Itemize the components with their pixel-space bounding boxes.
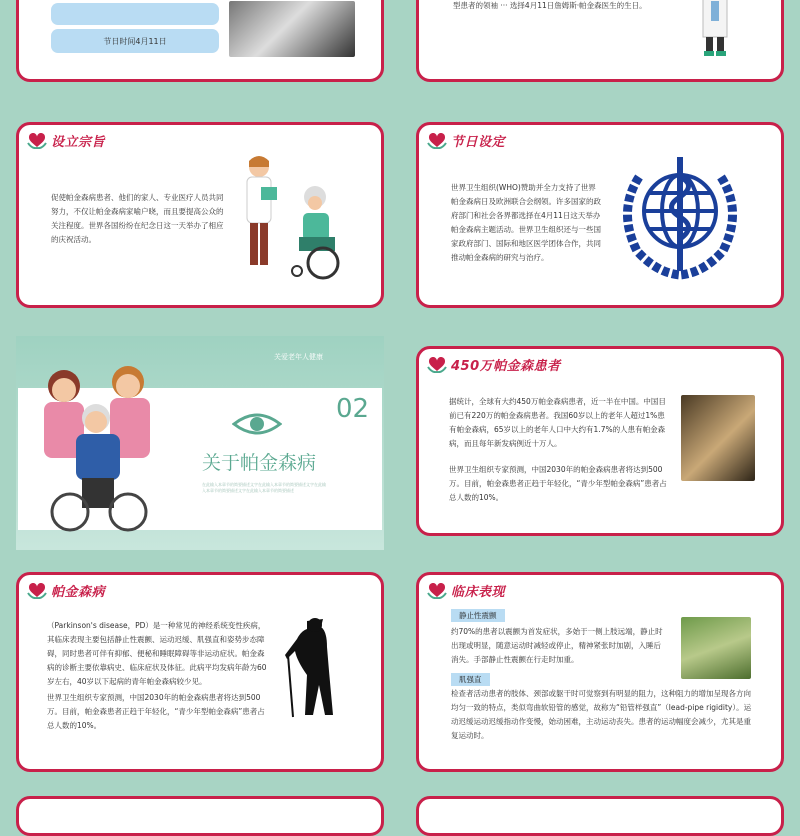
slide7-para1: （Parkinson's disease，PD）是一种常见的神经系统变性疾病，其临床表现主要包括静止性震颤、运动迟缓、肌强直和姿势步态障碍，同时患者可伴有抑郁、便秘和睡眠障碍等非运动症状。帕金森病的诊断主要依靠病史、临床症状及体征。此病平均发病年龄为60岁左右，40岁以下起病的青年帕金森病较少见。 (47, 621, 267, 686)
slide8-title: 临床表现 (451, 585, 506, 600)
slide-9-partial (16, 796, 384, 836)
heart-hands-icon (427, 133, 447, 149)
doctor-illustration (695, 0, 735, 57)
slide-1 (16, 0, 384, 82)
slide7-para2: 世界卫生组织专家预测，中国2030年的帕金森病患者将达到500万。目前，帕金森患者正趋于年轻化，“青少年型帕金森病”患者占总人数的10%。 (47, 693, 265, 730)
slide8-title-bar (427, 581, 505, 600)
slide2-text: 型患者的领袖 ··· 选择4月11日詹姆斯·帕金森医生的生日。 (453, 1, 647, 10)
heart-hands-icon (427, 583, 447, 599)
heart-hands-icon (427, 357, 447, 373)
slide-3 (16, 122, 384, 308)
slide-8 (416, 572, 784, 772)
slide5-top-label: 关爱老年人健康 (274, 353, 323, 361)
who-emblem-icon (613, 153, 747, 281)
slide6-para1: 据统计，全球有大约450万帕金森病患者，近一半在中国。中国目前已有220万的帕金森病患者。我国60岁以上的老年人超过1%患有帕金森病，65岁以上的老年人口中大约有1.7%的人患有帕金森病，而且每年新发病例近十万人。 (449, 397, 666, 448)
slide3-title-bar (27, 131, 105, 150)
elderly-cane-silhouette (283, 611, 343, 723)
slide7-title: 帕金森病 (51, 585, 106, 600)
symptom-tag-tremor: 静止性震颤 (451, 609, 505, 622)
date-pill: 节日时间4月11日 (51, 29, 219, 53)
slide4-title-bar (427, 131, 505, 150)
nurse-wheelchair-illustration (237, 151, 357, 281)
slide6-title-bar (427, 355, 561, 374)
symptom-tag-rigidity: 肌强直 (451, 673, 490, 686)
slide-5 (16, 336, 384, 550)
slide8-text2: 检查者活动患者的肢体、颈部或躯干时可觉察到有明显的阻力，这种阻力的增加呈现各方向均匀一致的特点，类似弯曲软铅管的感觉，故称为“铅管样强直”（lead-pipe rigidity）。运动迟缓运动迟缓指动作变慢，始动困难，主动运动丧失。患者的运动幅度会减少，尤其是重复运动时。 (451, 689, 752, 740)
slide6-title: 450万帕金森患者 (451, 359, 561, 374)
family-illustration (36, 360, 176, 536)
slide-10-partial (416, 796, 784, 836)
slide-6 (416, 346, 784, 536)
walking-elderly-photo (681, 617, 751, 679)
section-small-text: 在此输入本章节的简要描述文字在此输入本章节的简要描述文字在此输入本章节的简要描述文字在此输入本章节的简要描述 (202, 482, 326, 493)
eye-icon (232, 410, 282, 438)
slide-4 (416, 122, 784, 308)
section-heading: 关于帕金森病 (202, 452, 317, 474)
slide-7 (16, 572, 384, 772)
heart-hands-icon (27, 583, 47, 599)
slide-2 (416, 0, 784, 82)
slide3-text: 促使帕金森病患者、他们的家人、专业医疗人员共同努力，不仅让帕金森病家喻户晓，而且要提高公众的关注程度。世界各国纷纷在纪念日这一天举办了相应的庆祝活动。 (51, 193, 224, 244)
slide7-title-bar (27, 581, 105, 600)
elderly-man-photo (681, 395, 755, 481)
elderly-photo (229, 1, 355, 57)
section-number: 02 (336, 394, 370, 424)
slide4-title: 节日设定 (451, 135, 506, 150)
slide4-text: 世界卫生组织(WHO)赞助并全力支持了世界帕金森病日及欧洲联合会纲领。许多国家的政府部门和社会各界都选择在4月11日这天举办帕金森病主题活动。世界卫生组织还与一些国家政府部门、国际和地区医学团体合作，共同推动帕金森病的研究与治疗。 (451, 183, 601, 262)
heart-hands-icon (27, 133, 47, 149)
slide8-text1: 约70%的患者以震颤为首发症状，多始于一侧上肢远端，静止时出现或明显，随意运动时减轻或停止，精神紧张时加剧，入睡后消失。手部静止性震颤在行走时加重。 (451, 627, 663, 664)
pill-blank (51, 3, 219, 25)
slide6-para2: 世界卫生组织专家预测，中国2030年的帕金森病患者将达到500万。目前，帕金森患者正趋于年轻化，“青少年型帕金森病”患者占总人数的10%。 (449, 465, 667, 502)
slide3-title: 设立宗旨 (51, 135, 106, 150)
